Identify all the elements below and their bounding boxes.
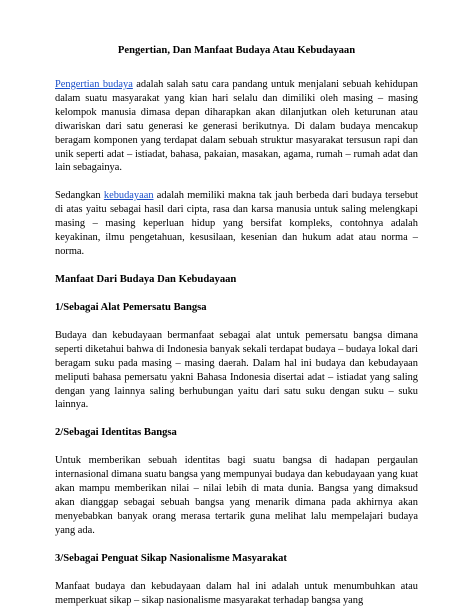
section-2-paragraph: Untuk memberikan sebuah identitas bagi suatu bangsa di hadapan pergaulan internasional dimana suatu bangsa yang mempunyai budaya dan kebudayaan yang kuat akan mampu memberikan nilai – nilai lebih di mata dunia. Bangsa yang dimaksud akan dianggap sebagai sebuah bangsa yang menarik dimana pada akhirnya akan menyebabkan banyak orang merasa tertarik guna melihat lalu mempelajari budaya yang ada. — [55, 455, 418, 536]
document-title: Pengertian, Dan Manfaat Budaya Atau Kebudayaan — [117, 45, 356, 56]
section-1-heading: 1/Sebagai Alat Pemersatu Bangsa — [55, 301, 207, 313]
section-3-paragraph: Manfaat budaya dan kebudayaan dalam hal ini adalah untuk menumbuhkan atau memperkuat sikap – sikap nasionalisme masyarakat terhadap bangsa yang — [55, 580, 418, 606]
second-paragraph-text: adalah memiliki makna tak jauh berbeda dari budaya tersebut di atas yaitu sebagai hasil dari cipta, rasa dan karsa manusia untuk saling melengkapi masing – masing keperluan hidup yang bersifat kompleks, contohnya adalah keyakinan, ilmu pengetahuan, kesusilaan, kesenian dan hukum adat atau norma – norma. — [55, 190, 418, 257]
intro-paragraph-text: adalah salah satu cara pandang untuk menjalani sebuah kehidupan dalam suatu masyarakat yang kian hari selalu dan dimiliki oleh masing – masing kelompok manusia dimasa depan diharapkan akan dilanjutkan oleh keturunan atau diwariskan dari satu generasi ke generasi berikutnya. Di dalam budaya mencakup beragam komponen yang terdapat dalam sebuah struktur masyarakat tersusun rapi dan unik seperti adat – istiadat, bahasa, pakaian, masakan, agama, rumah – rumah adat dan lain sebagainya. — [55, 79, 418, 174]
section-3-heading: 3/Sebagai Penguat Sikap Nasionalisme Masyarakat — [55, 552, 287, 564]
section-2-heading: 2/Sebagai Identitas Bangsa — [55, 427, 177, 439]
kebudayaan-link[interactable]: kebudayaan — [103, 190, 154, 202]
section-heading-manfaat: Manfaat Dari Budaya Dan Kebudayaan — [55, 273, 237, 285]
second-paragraph — [55, 189, 418, 259]
pengertian-budaya-link[interactable]: Pengertian budaya — [55, 79, 133, 90]
intro-paragraph — [55, 78, 418, 175]
section-1-paragraph: Budaya dan kebudayaan bermanfaat sebagai alat untuk pemersatu bangsa dimana seperti diketahui bahwa di Indonesia banyak sekali terdapat budaya – budaya lokal dari beragam suku pada masing – masing daerah. Dalam hal ini budaya dan kebudayaan meliputi bahasa pemersatu yakni Bahasa Indonesia disertai adat – istiadat yang saling dengan yang lainnya saling berhubungan yaitu dari satu suku dengan suku – suku lainnya. — [55, 329, 418, 411]
second-paragraph-lead: Sedangkan — [55, 190, 104, 202]
